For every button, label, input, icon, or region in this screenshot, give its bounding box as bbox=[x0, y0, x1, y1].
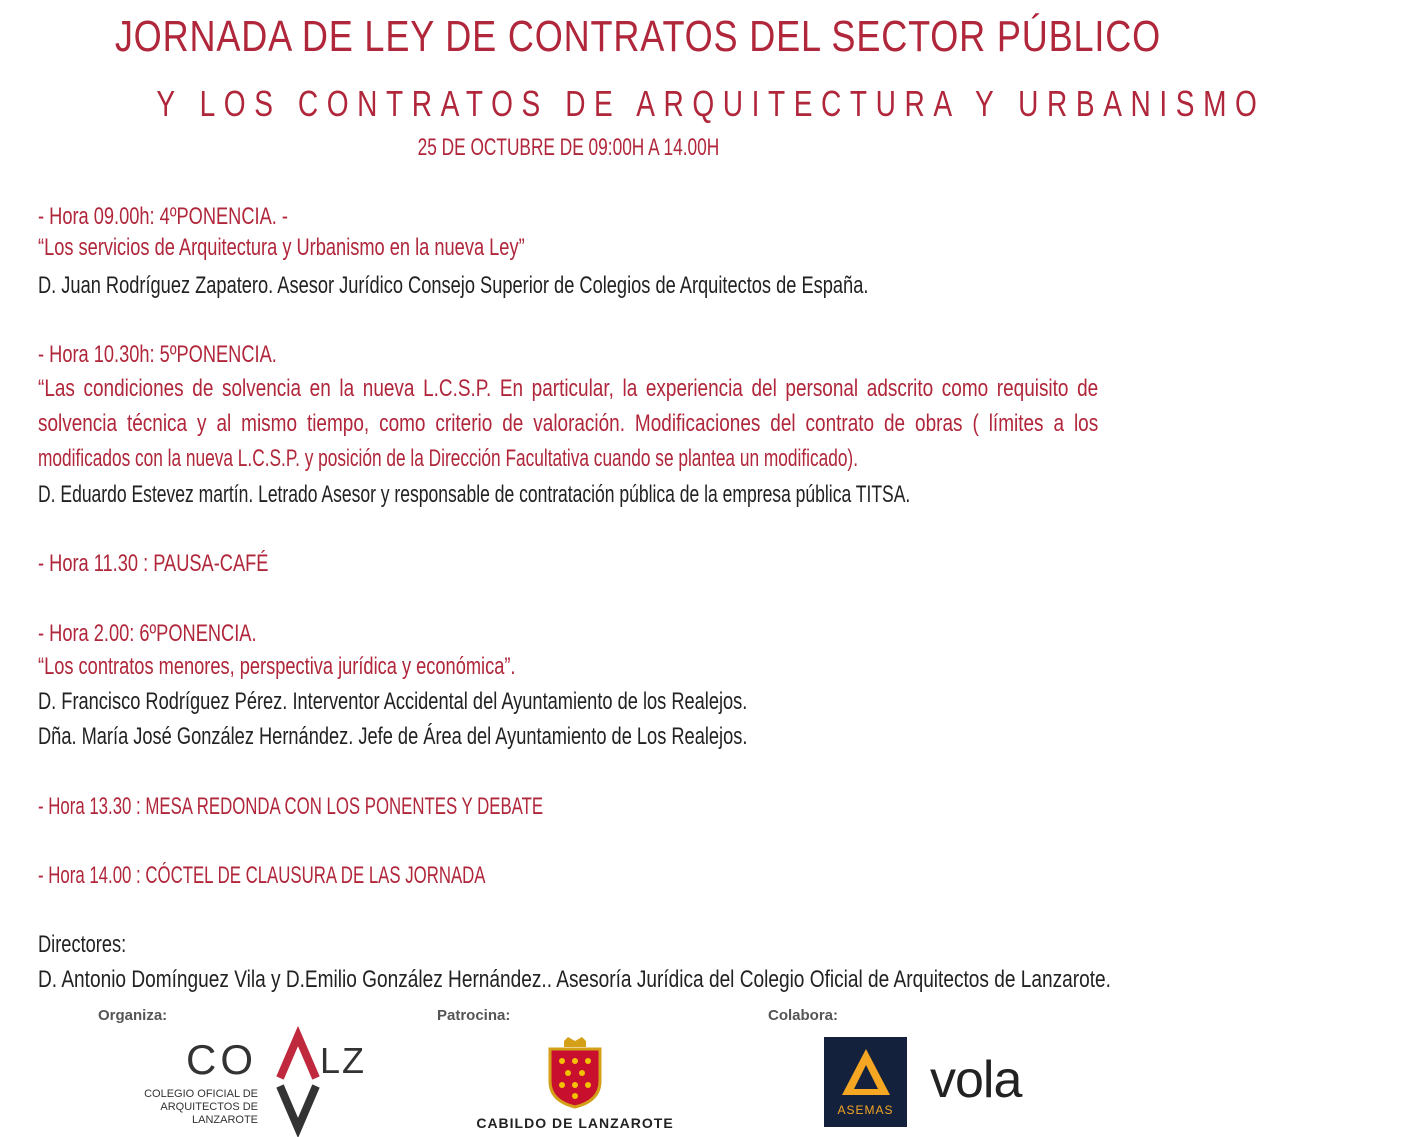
directors-label: Directores: bbox=[38, 931, 127, 958]
session-6-title: “Los contratos menores, perspectiva jurídica y económica”. bbox=[38, 653, 516, 680]
round-table: - Hora 13.30 : MESA REDONDA CON LOS PONENTES Y DEBATE bbox=[38, 793, 544, 820]
asemas-name: ASEMAS bbox=[837, 1103, 894, 1117]
cabildo-name: CABILDO DE LANZAROTE bbox=[476, 1115, 674, 1131]
cabildo-shield-icon bbox=[546, 1035, 604, 1109]
session-5-title-line-3: modificados con la nueva L.C.S.P. y posición de la Dirección Facultativa cuando se plantea un modificado). bbox=[38, 445, 858, 472]
page-title: JORNADA DE LEY DE CONTRATOS DEL SECTOR PÚBLICO bbox=[114, 12, 1162, 61]
event-date: 25 DE OCTUBRE DE 09:00H A 14.00H bbox=[417, 134, 719, 161]
session-6-speaker-1: D. Francisco Rodríguez Pérez. Interventor Accidental del Ayuntamiento de los Realejos. bbox=[38, 688, 748, 715]
coalz-co-text: CO bbox=[186, 1036, 257, 1083]
coalz-caption: COLEGIO OFICIAL DE ARQUITECTOS DE LANZAROTE bbox=[144, 1088, 258, 1126]
session-5-title-line-1: “Las condiciones de solvencia en la nueva L.C.S.P. En particular, la experiencia del personal adscrito como requisito de bbox=[38, 375, 1099, 402]
closing-cocktail: - Hora 14.00 : CÓCTEL DE CLAUSURA DE LAS JORNADA bbox=[38, 862, 486, 889]
session-6-speaker-2: Dña. María José González Hernández. Jefe de Área del Ayuntamiento de Los Realejos. bbox=[38, 723, 748, 750]
colabora-label: Colabora: bbox=[768, 1007, 839, 1024]
session-4-speaker: D. Juan Rodríguez Zapatero. Asesor Jurídico Consejo Superior de Colegios de Arquitectos de España. bbox=[38, 272, 869, 299]
coalz-triangle-icon bbox=[276, 1032, 320, 1132]
session-5-title-line-2: solvencia técnica y al mismo tiempo, como criterio de valoración. Modificaciones del contrato de obras ( límites a los bbox=[38, 410, 1099, 437]
session-5-speaker: D. Eduardo Estevez martín. Letrado Asesor y responsable de contratación pública de la empresa pública TITSA. bbox=[38, 481, 911, 508]
asemas-triangle-icon bbox=[840, 1047, 892, 1097]
cabildo-logo bbox=[470, 1035, 680, 1135]
session-4-time: - Hora 09.00h: 4ºPONENCIA. - bbox=[38, 203, 288, 230]
asemas-logo bbox=[824, 1037, 907, 1127]
session-4-title: “Los servicios de Arquitectura y Urbanismo en la nueva Ley” bbox=[38, 234, 525, 261]
coalz-logo bbox=[130, 1030, 370, 1135]
directors-names: D. Antonio Domínguez Vila y D.Emilio González Hernández.. Asesoría Jurídica del Colegio Oficial de Arquitectos de Lanzarote. bbox=[38, 966, 1111, 993]
session-5-time: - Hora 10.30h: 5ºPONENCIA. bbox=[38, 341, 277, 368]
vola-logo: vola bbox=[930, 1051, 1022, 1109]
coalz-lz-text: LZ bbox=[320, 1040, 367, 1081]
page-subtitle: Y LOS CONTRATOS DE ARQUITECTURA Y URBANISMO bbox=[156, 83, 1266, 124]
patrocina-label: Patrocina: bbox=[437, 1007, 511, 1024]
session-6-time: - Hora 2.00: 6ºPONENCIA. bbox=[38, 620, 257, 647]
coffee-break: - Hora 11.30 : PAUSA-CAFÉ bbox=[38, 550, 269, 577]
organiza-label: Organiza: bbox=[98, 1007, 168, 1024]
